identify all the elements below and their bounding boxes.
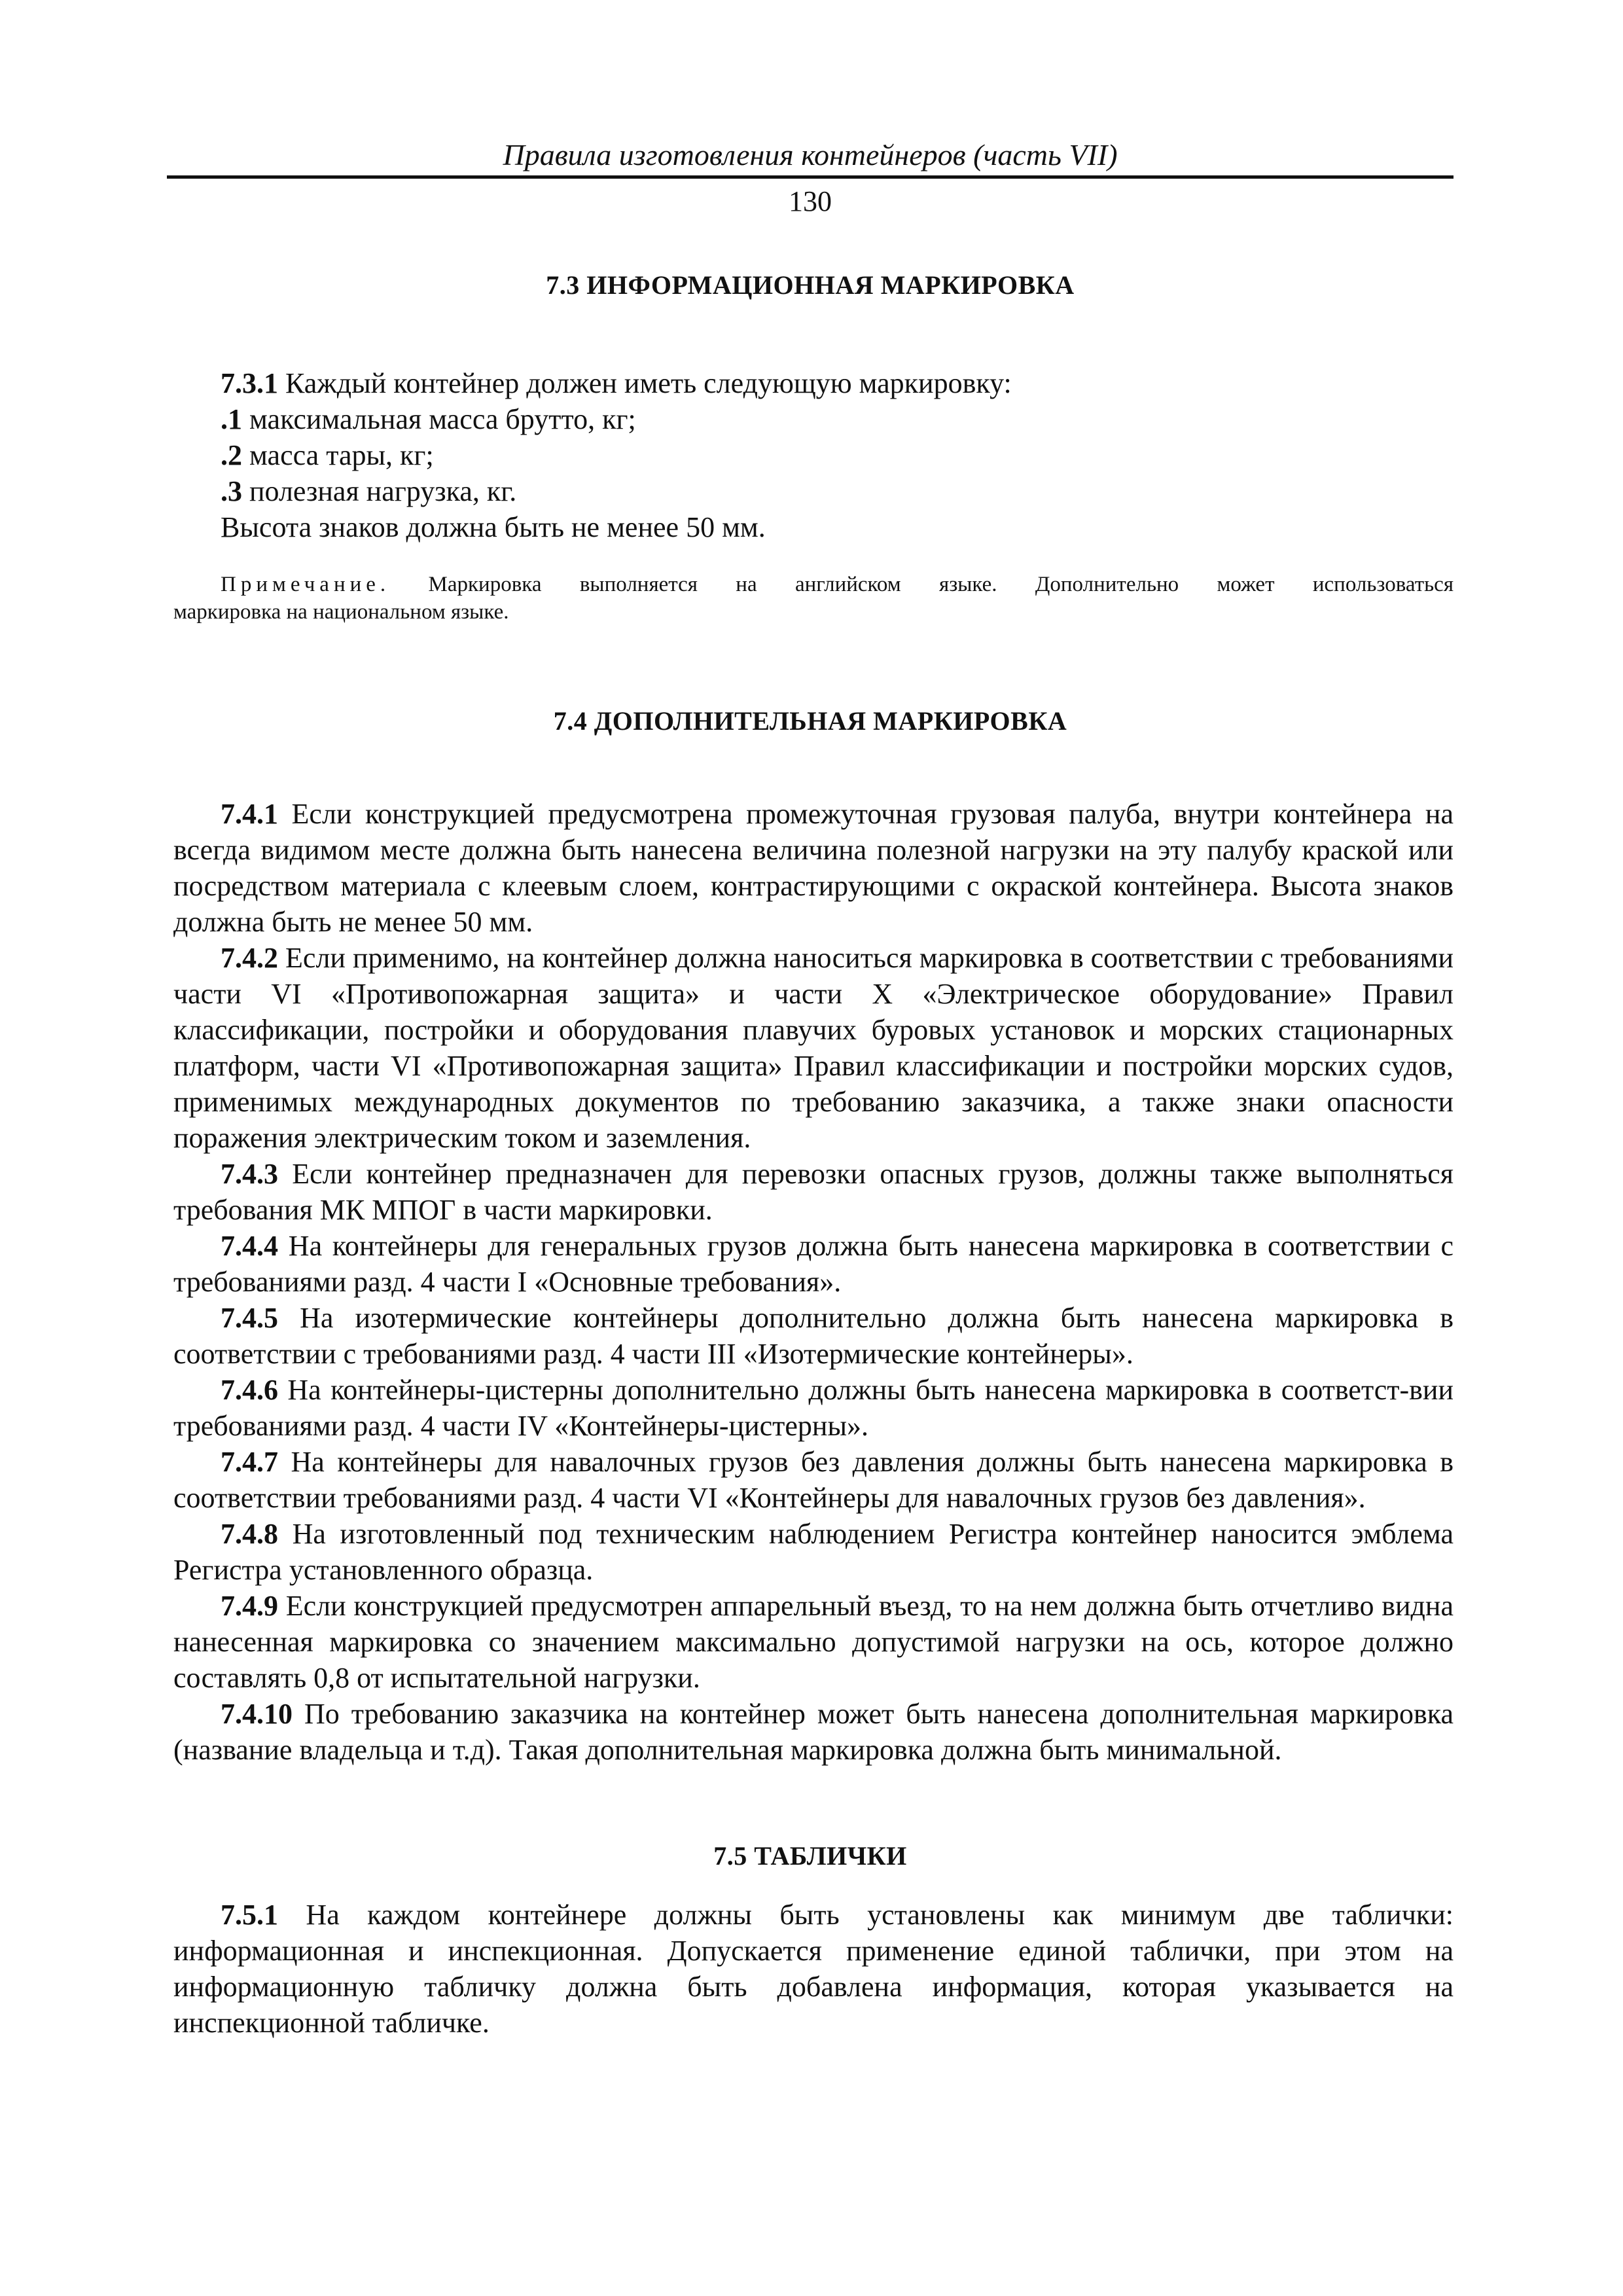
clause-text: Если применимо, на контейнер должна наноситься маркировка в соответствии с требованиями части VI «Противопожарная защита» и части X «Электрическое оборудование» Правил классификации, постройки и оборудования плавучих буровых установок и морских стационарных платформ, части VI «Противопожарная защита» Правил классификации и постройки морских судов, применимых международных документов по требованию заказчика, а также знаки опасности поражения электрическим током и заземления. bbox=[173, 942, 1454, 1154]
clause-text: На каждом контейнере должны быть установлены как минимум две таблички: информационная и инспекционная. Допускается применение единой таблички, при этом на информационную табличку должна быть добавлена информация, которая указывается на инспекционной табличке. bbox=[173, 1899, 1454, 2039]
clause-text: На контейнеры для генеральных грузов должна быть нанесена маркировка в соответствии с требованиями разд. 4 части I «Основные требования». bbox=[173, 1230, 1454, 1298]
clause-number: 7.4.7 bbox=[221, 1446, 278, 1478]
list-number: .3 bbox=[221, 475, 242, 507]
clause-text: На изотермические контейнеры дополнительно должна быть нанесена маркировка в соответствии с требованиями разд. 4 части III «Изотермические контейнеры». bbox=[173, 1302, 1454, 1370]
section-7-4-body bbox=[173, 796, 1454, 1768]
section-title-7-4: 7.4 ДОПОЛНИТЕЛЬНАЯ МАРКИРОВКА bbox=[553, 706, 1067, 736]
section-title-7-3: 7.3 ИНФОРМАЦИОННАЯ МАРКИРОВКА bbox=[546, 270, 1075, 300]
clause-text: Если конструкцией предусмотрена промежуточная грузовая палуба, внутри контейнера на всегда видимом месте должна быть нанесена величина полезной нагрузки на эту палубу краской или посредством материала с клеевым слоем, контрастирующими с окраской контейнера. Высота знаков должна быть не менее 50 мм. bbox=[173, 798, 1454, 938]
clause-number: 7.4.6 bbox=[221, 1374, 278, 1406]
list-text: полезная нагрузка, кг. bbox=[242, 475, 517, 507]
clause-number: 7.3.1 bbox=[221, 367, 278, 399]
paragraph-7-4-4 bbox=[173, 1228, 1454, 1300]
paragraph-7-5-1 bbox=[173, 1897, 1454, 2041]
note-line-2: маркировка на национальном языке. bbox=[173, 600, 509, 624]
marking-height-text: Высота знаков должна быть не менее 50 мм. bbox=[221, 511, 766, 543]
section-title-7-5: 7.5 ТАБЛИЧКИ bbox=[713, 1841, 907, 1871]
list-number: .1 bbox=[221, 403, 242, 435]
note-text: Маркировка выполняется на английском языке. Дополнительно может использоваться bbox=[390, 573, 1454, 596]
running-header: Правила изготовления контейнеров (часть VII) bbox=[503, 138, 1118, 171]
clause-text: На контейнеры-цистерны дополнительно должны быть нанесена маркировка в соответст-вии требованиями разд. 4 части IV «Контейнеры-цистерны». bbox=[173, 1374, 1454, 1442]
list-number: .2 bbox=[221, 439, 242, 471]
clause-text: Если конструкцией предусмотрен аппарельный въезд, то на нем должна быть отчетливо видна нанесенная маркировка со значением максимально допустимой нагрузки на ось, которое должно составлять 0,8 от испытательной нагрузки. bbox=[173, 1590, 1454, 1694]
paragraph-7-4-6 bbox=[173, 1372, 1454, 1444]
list-text: максимальная масса брутто, кг; bbox=[242, 403, 636, 435]
list-item-3 bbox=[173, 473, 1454, 509]
clause-number: 7.4.9 bbox=[221, 1590, 278, 1622]
clause-number: 7.4.1 bbox=[221, 798, 278, 830]
clause-text: Если контейнер предназначен для перевозки опасных грузов, должны также выполняться требования МК МПОГ в части маркировки. bbox=[173, 1158, 1454, 1226]
section-7-3-body bbox=[173, 365, 1454, 545]
page-number: 130 bbox=[789, 185, 832, 217]
list-item-2 bbox=[173, 437, 1454, 473]
list-item-1 bbox=[173, 401, 1454, 437]
section-7-5-body bbox=[173, 1897, 1454, 2041]
paragraph-7-4-10 bbox=[173, 1696, 1454, 1768]
clause-number: 7.4.2 bbox=[221, 942, 278, 974]
clause-number: 7.5.1 bbox=[221, 1899, 278, 1931]
paragraph-7-4-9 bbox=[173, 1588, 1454, 1696]
note-label: Примечание. bbox=[221, 573, 391, 596]
list-text: масса тары, кг; bbox=[242, 439, 434, 471]
clause-number: 7.4.5 bbox=[221, 1302, 278, 1334]
clause-text: На изготовленный под техническим наблюдением Регистра контейнер наносится эмблема Регистра установленного образца. bbox=[173, 1518, 1454, 1586]
paragraph-7-4-7 bbox=[173, 1444, 1454, 1516]
paragraph-7-4-1 bbox=[173, 796, 1454, 940]
paragraph-7-4-8 bbox=[173, 1516, 1454, 1588]
clause-number: 7.4.4 bbox=[221, 1230, 278, 1262]
paragraph-7-4-5 bbox=[173, 1300, 1454, 1372]
paragraph-7-4-3 bbox=[173, 1156, 1454, 1228]
clause-number: 7.4.3 bbox=[221, 1158, 278, 1190]
clause-text: Каждый контейнер должен иметь следующую маркировку: bbox=[278, 367, 1012, 399]
header-rule bbox=[167, 175, 1454, 179]
clause-number: 7.4.8 bbox=[221, 1518, 278, 1550]
clause-text: По требованию заказчика на контейнер может быть нанесена дополнительная маркировка (название владельца и т.д). Такая дополнительная маркировка должна быть минимальной. bbox=[173, 1698, 1454, 1766]
note-block bbox=[173, 571, 1454, 626]
clause-text: На контейнеры для навалочных грузов без давления должны быть нанесена маркировка в соответствии требованиями разд. 4 части VI «Контейнеры для навалочных грузов без давления». bbox=[173, 1446, 1454, 1514]
paragraph-7-4-2 bbox=[173, 940, 1454, 1156]
paragraph-7-3-1 bbox=[173, 365, 1454, 401]
clause-number: 7.4.10 bbox=[221, 1698, 293, 1730]
note-line-1 bbox=[173, 571, 1454, 598]
